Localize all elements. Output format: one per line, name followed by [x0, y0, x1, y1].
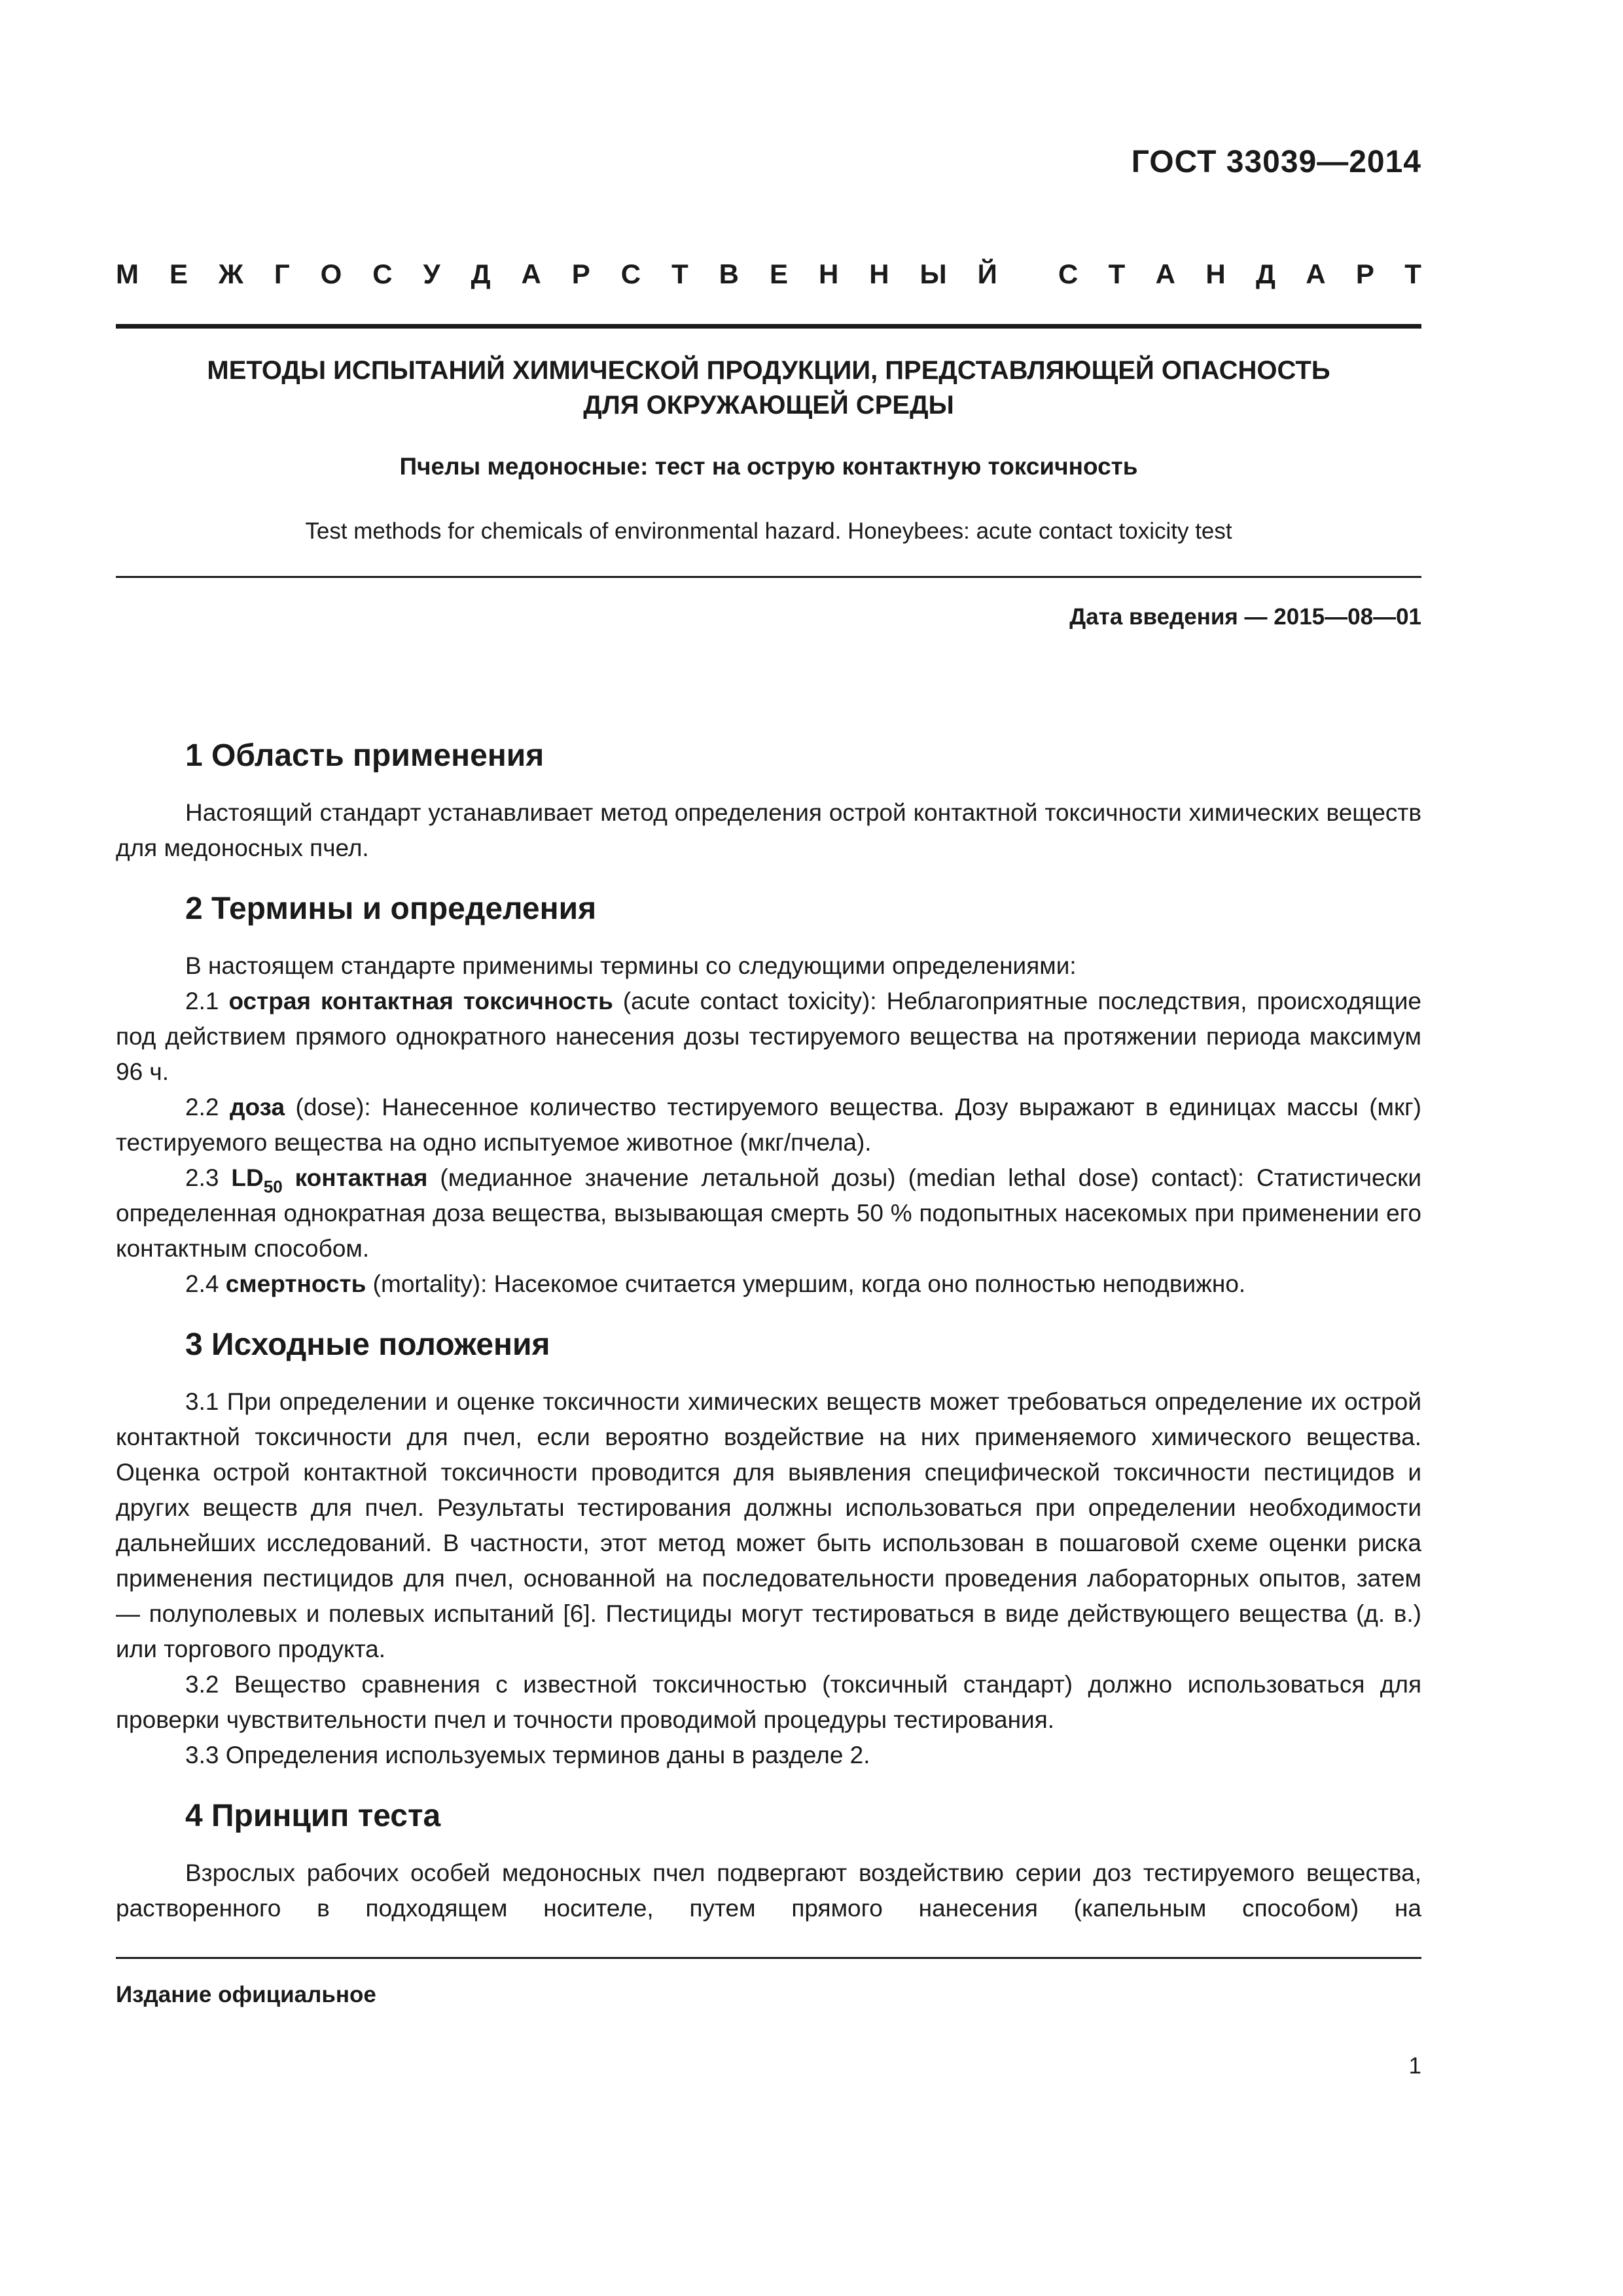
- interstate_word2-letter: А: [1306, 259, 1326, 289]
- section-4-heading: 4 Принцип теста: [185, 1799, 441, 1833]
- interstate_word1-letter: А: [521, 259, 541, 289]
- clause-3-3: 3.3 Определения используемых терминов даны в разделе 2.: [185, 1742, 870, 1768]
- title-line-2: ДЛЯ ОКРУЖАЮЩЕЙ СРЕДЫ: [583, 391, 954, 420]
- header-rule: [116, 324, 1421, 329]
- interstate_word1-letter: Р: [571, 259, 590, 289]
- interstate-standard-heading: [116, 259, 1421, 290]
- interstate_word1-letter: Г: [274, 259, 290, 289]
- footer-rule: [116, 1957, 1421, 1959]
- interstate_word2-letter: Д: [1256, 259, 1275, 289]
- term-number: 2.2: [185, 1094, 219, 1121]
- standard-word: [1058, 259, 1421, 290]
- section-1-paragraph: Настоящий стандарт устанавливает метод определения острой контактной токсичности химических веществ для медоносных пчел.: [116, 799, 1421, 861]
- interstate_word1-letter: С: [620, 259, 641, 289]
- introduction-date: Дата введения — 2015—08—01: [1069, 604, 1421, 630]
- interstate_word2-letter: Н: [1205, 259, 1226, 289]
- title-rule: [116, 576, 1421, 578]
- term-name: смертность: [225, 1270, 366, 1297]
- section-3-heading: 3 Исходные положения: [185, 1327, 550, 1362]
- interstate_word1-letter: Е: [769, 259, 788, 289]
- term-definition: (медианное значение летальной дозы) (median lethal dose) contact): Статистически определенная однократная доза вещества, вызывающая смерть 50 % подопытных насекомых при применении его контактным способом.: [116, 1164, 1421, 1262]
- document-title: [116, 353, 1421, 423]
- term-definition: (mortality): Насекомое считается умершим, когда оно полностью неподвижно.: [366, 1270, 1246, 1297]
- clause-3-1: 3.1 При определении и оценке токсичности химических веществ может требоваться определение их острой контактной токсичности для пчел, если вероятно воздействие на них применяемого химического вещества. Оценка острой контактной токсичности проводится для выявления специфической токсичности пестицидов и других веществ для пчел. Результаты тестирования должны использоваться при определении необходимости дальнейших исследований. В частности, этот метод может быть использован в пошаговой схеме оценки риска применения пестицидов для пчел, основанной на последовательности проведения лабораторных опытов, затем — полуполевых и полевых испытаний [6]. Пестициды могут тестироваться в виде действующего вещества (д. в.) или торгового продукта.: [116, 1388, 1421, 1662]
- interstate_word1-letter: С: [372, 259, 393, 289]
- term-number: 2.4: [185, 1270, 219, 1297]
- interstate_word1-letter: Т: [671, 259, 688, 289]
- term-definition: (acute contact toxicity): Неблагоприятные последствия, происходящие под действием прямого однократного нанесения дозы тестируемого вещества на протяжении периода максимум 96 ч.: [116, 988, 1421, 1085]
- document-body: [116, 736, 1421, 1926]
- term-name: $LD_{50}$ контактная: [231, 1164, 428, 1196]
- interstate_word1-letter: О: [320, 259, 342, 289]
- term-2-2: [116, 1090, 1421, 1160]
- interstate_word1-letter: Ы: [919, 259, 947, 289]
- document-subtitle: Пчелы медоносные: тест на острую контактную токсичность: [399, 453, 1138, 480]
- title-line-1: МЕТОДЫ ИСПЫТАНИЙ ХИМИЧЕСКОЙ ПРОДУКЦИИ, ПРЕДСТАВЛЯЮЩЕЙ ОПАСНОСТЬ: [207, 356, 1330, 385]
- term-name: доза: [229, 1094, 285, 1121]
- interstate_word1-letter: Д: [471, 259, 491, 289]
- interstate_word1-letter: Й: [977, 259, 997, 289]
- interstate_word2-letter: С: [1058, 259, 1079, 289]
- term-2-3: [116, 1160, 1421, 1266]
- interstate_word2-letter: Т: [1404, 259, 1421, 289]
- term-2-1: [116, 984, 1421, 1090]
- document-code: ГОСТ 33039—2014: [1131, 145, 1421, 179]
- english-title: Test methods for chemicals of environmental hazard. Honeybees: acute contact toxicity test: [305, 518, 1232, 544]
- official-edition-label: Издание официальное: [116, 1982, 376, 2007]
- interstate_word1-letter: Ж: [218, 259, 243, 289]
- clause-3-2: 3.2 Вещество сравнения с известной токсичностью (токсичный стандарт) должно использоваться для проверки чувствительности пчел и точности проводимой процедуры тестирования.: [116, 1671, 1421, 1733]
- term-name: острая контактная токсичность: [228, 988, 613, 1014]
- interstate_word1-letter: Н: [869, 259, 889, 289]
- section-2-heading: 2 Термины и определения: [185, 891, 597, 926]
- section-2-intro: В настоящем стандарте применимы термины со следующими определениями:: [185, 952, 1077, 979]
- interstate_word1-letter: Н: [818, 259, 839, 289]
- term-definition: (dose): Нанесенное количество тестируемого вещества. Дозу выражают в единицах массы (мкг) тестируемого вещества на одно испытуемое животное (мкг/пчела).: [116, 1094, 1421, 1156]
- interstate_word2-letter: Р: [1355, 259, 1374, 289]
- page-number: 1: [1408, 2053, 1421, 2079]
- section-1-heading: 1 Область применения: [185, 738, 544, 773]
- term-2-4: [116, 1266, 1421, 1302]
- section-4-paragraph: Взрослых рабочих особей медоносных пчел подвергают воздействию серии доз тестируемого вещества, растворенного в подходящем носителе, путем прямого нанесения (капельным способом) на: [116, 1859, 1421, 1922]
- interstate_word2-letter: Т: [1108, 259, 1126, 289]
- interstate_word1-letter: В: [719, 259, 740, 289]
- interstate_word1-letter: У: [423, 259, 440, 289]
- interstate_word1-letter: Е: [169, 259, 188, 289]
- interstate_word1-letter: М: [116, 259, 139, 289]
- interstate_word2-letter: А: [1155, 259, 1175, 289]
- interstate-word: [116, 259, 997, 290]
- document-page: [116, 0, 1421, 2296]
- term-number: 2.3: [185, 1164, 219, 1191]
- term-number: 2.1: [185, 988, 219, 1014]
